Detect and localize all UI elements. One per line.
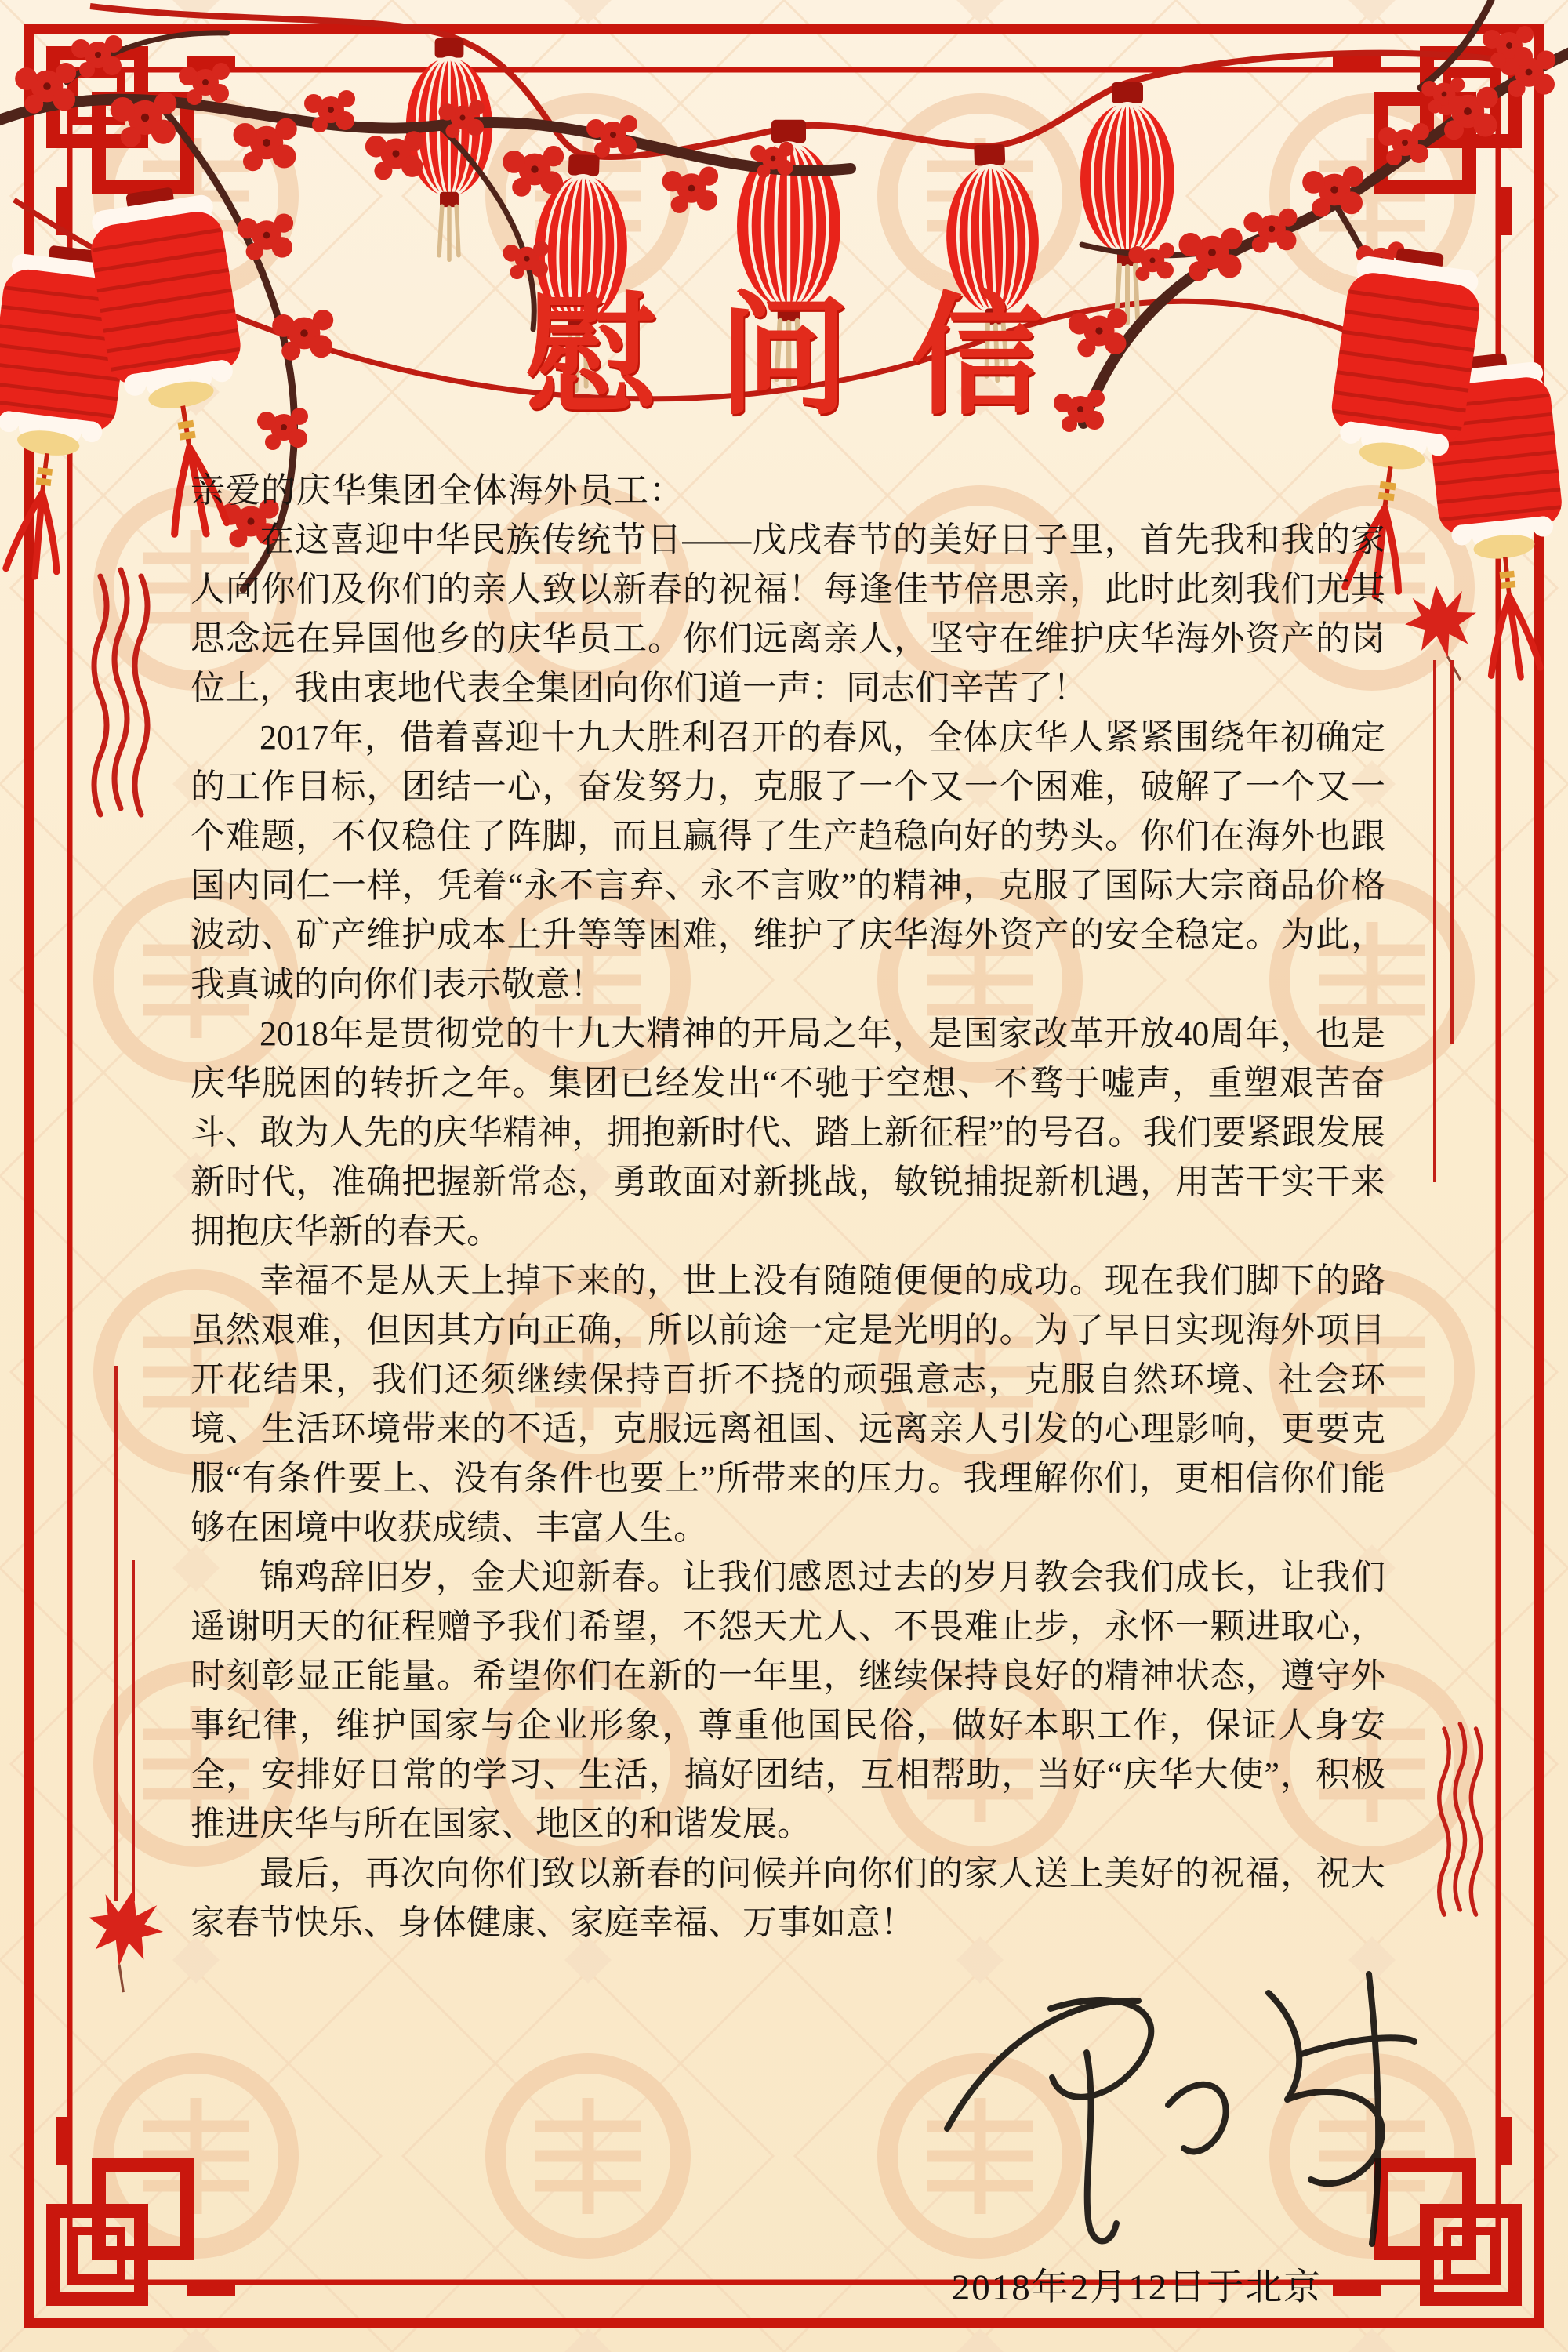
letter-body — [191, 466, 1385, 1947]
signature-script — [933, 1960, 1419, 2274]
paragraph: 2018年是贯彻党的十九大精神的开局之年，是国家改革开放40周年，也是庆华脱困的转折之年。集团已经发出“不驰于空想、不骛于嘘声，重塑艰苦奋斗、敢为人先的庆华精神，拥抱新时代、踏上新征程”的号召。我们要紧跟发展新时代，准确把握新常态，勇敢面对新挑战，敏锐捕捉新机遇，用苦干实干来拥抱庆华新的春天。 — [191, 1014, 1385, 1250]
maple-streamer-left — [116, 1366, 133, 1901]
maple-streamer-right — [1435, 660, 1452, 1182]
paragraph: 幸福不是从天上掉下来的，世上没有随随便便的成功。现在我们脚下的路虽然艰难，但因其方向正确，所以前途一定是光明的。为了早日实现海外项目开花结果，我们还须继续保持百折不挠的顽强意志，克服自然环境、社会环境、生活环境带来的不适，克服远离祖国、远离亲人引发的心理影响，更要克服“有条件要上、没有条件也要上”所带来的压力。我理解你们，更相信你们能够在困境中收获成绩、丰富人生。 — [191, 1261, 1385, 1547]
paragraph: 最后，再次向你们致以新春的问候并向你们的家人送上美好的祝福，祝大家春节快乐、身体健康、家庭幸福、万事如意！ — [191, 1854, 1385, 1942]
date-line: 2018年2月12日于北京 — [951, 2267, 1323, 2308]
paragraph: 2017年，借着喜迎十九大胜利召开的春风，全体庆华人紧紧围绕年初确定的工作目标，团结一心，奋发努力，克服了一个又一个困难，破解了一个又一个难题，不仅稳住了阵脚，而且赢得了生产趋稳向好的势头。你们在海外也跟国内同仁一样，凭着“永不言弃、永不言败”的精神，克服了国际大宗商品价格波动、矿产维护成本上升等等困难，维护了庆华海外资产的安全稳定。为此，我真诚的向你们表示敬意！ — [191, 718, 1385, 1004]
paragraph: 锦鸡辞旧岁，金犬迎新春。让我们感恩过去的岁月教会我们成长，让我们遥谢明天的征程赠予我们希望，不怨天尤人、不畏难止步，永怀一颗进取心，时刻彰显正能量。希望你们在新的一年里，继续保持良好的精神状态，遵守外事纪律，维护国家与企业形象，尊重他国民俗，做好本职工作，保证人身安全，安排好日常的学习、生活，搞好团结，互相帮助，当好“庆华大使”，积极推进庆华与所在国家、地区的和谐发展。 — [191, 1558, 1385, 1843]
wavy-lines-right — [1439, 1724, 1481, 1915]
salutation: 亲爱的庆华集团全体海外员工： — [191, 471, 684, 510]
page-title: 慰问信 — [525, 285, 1104, 430]
wavy-lines-left — [94, 570, 147, 815]
paragraph: 在这喜迎中华民族传统节日——戊戌春节的美好日子里，首先我和我的家人向你们及你们的亲人致以新春的祝福！每逢佳节倍思亲，此时此刻我们尤其思念远在异国他乡的庆华员工。你们远离亲人，坚守在维护庆华海外资产的岗位上，我由衷地代表全集团向你们道一声：同志们辛苦了！ — [191, 521, 1385, 707]
